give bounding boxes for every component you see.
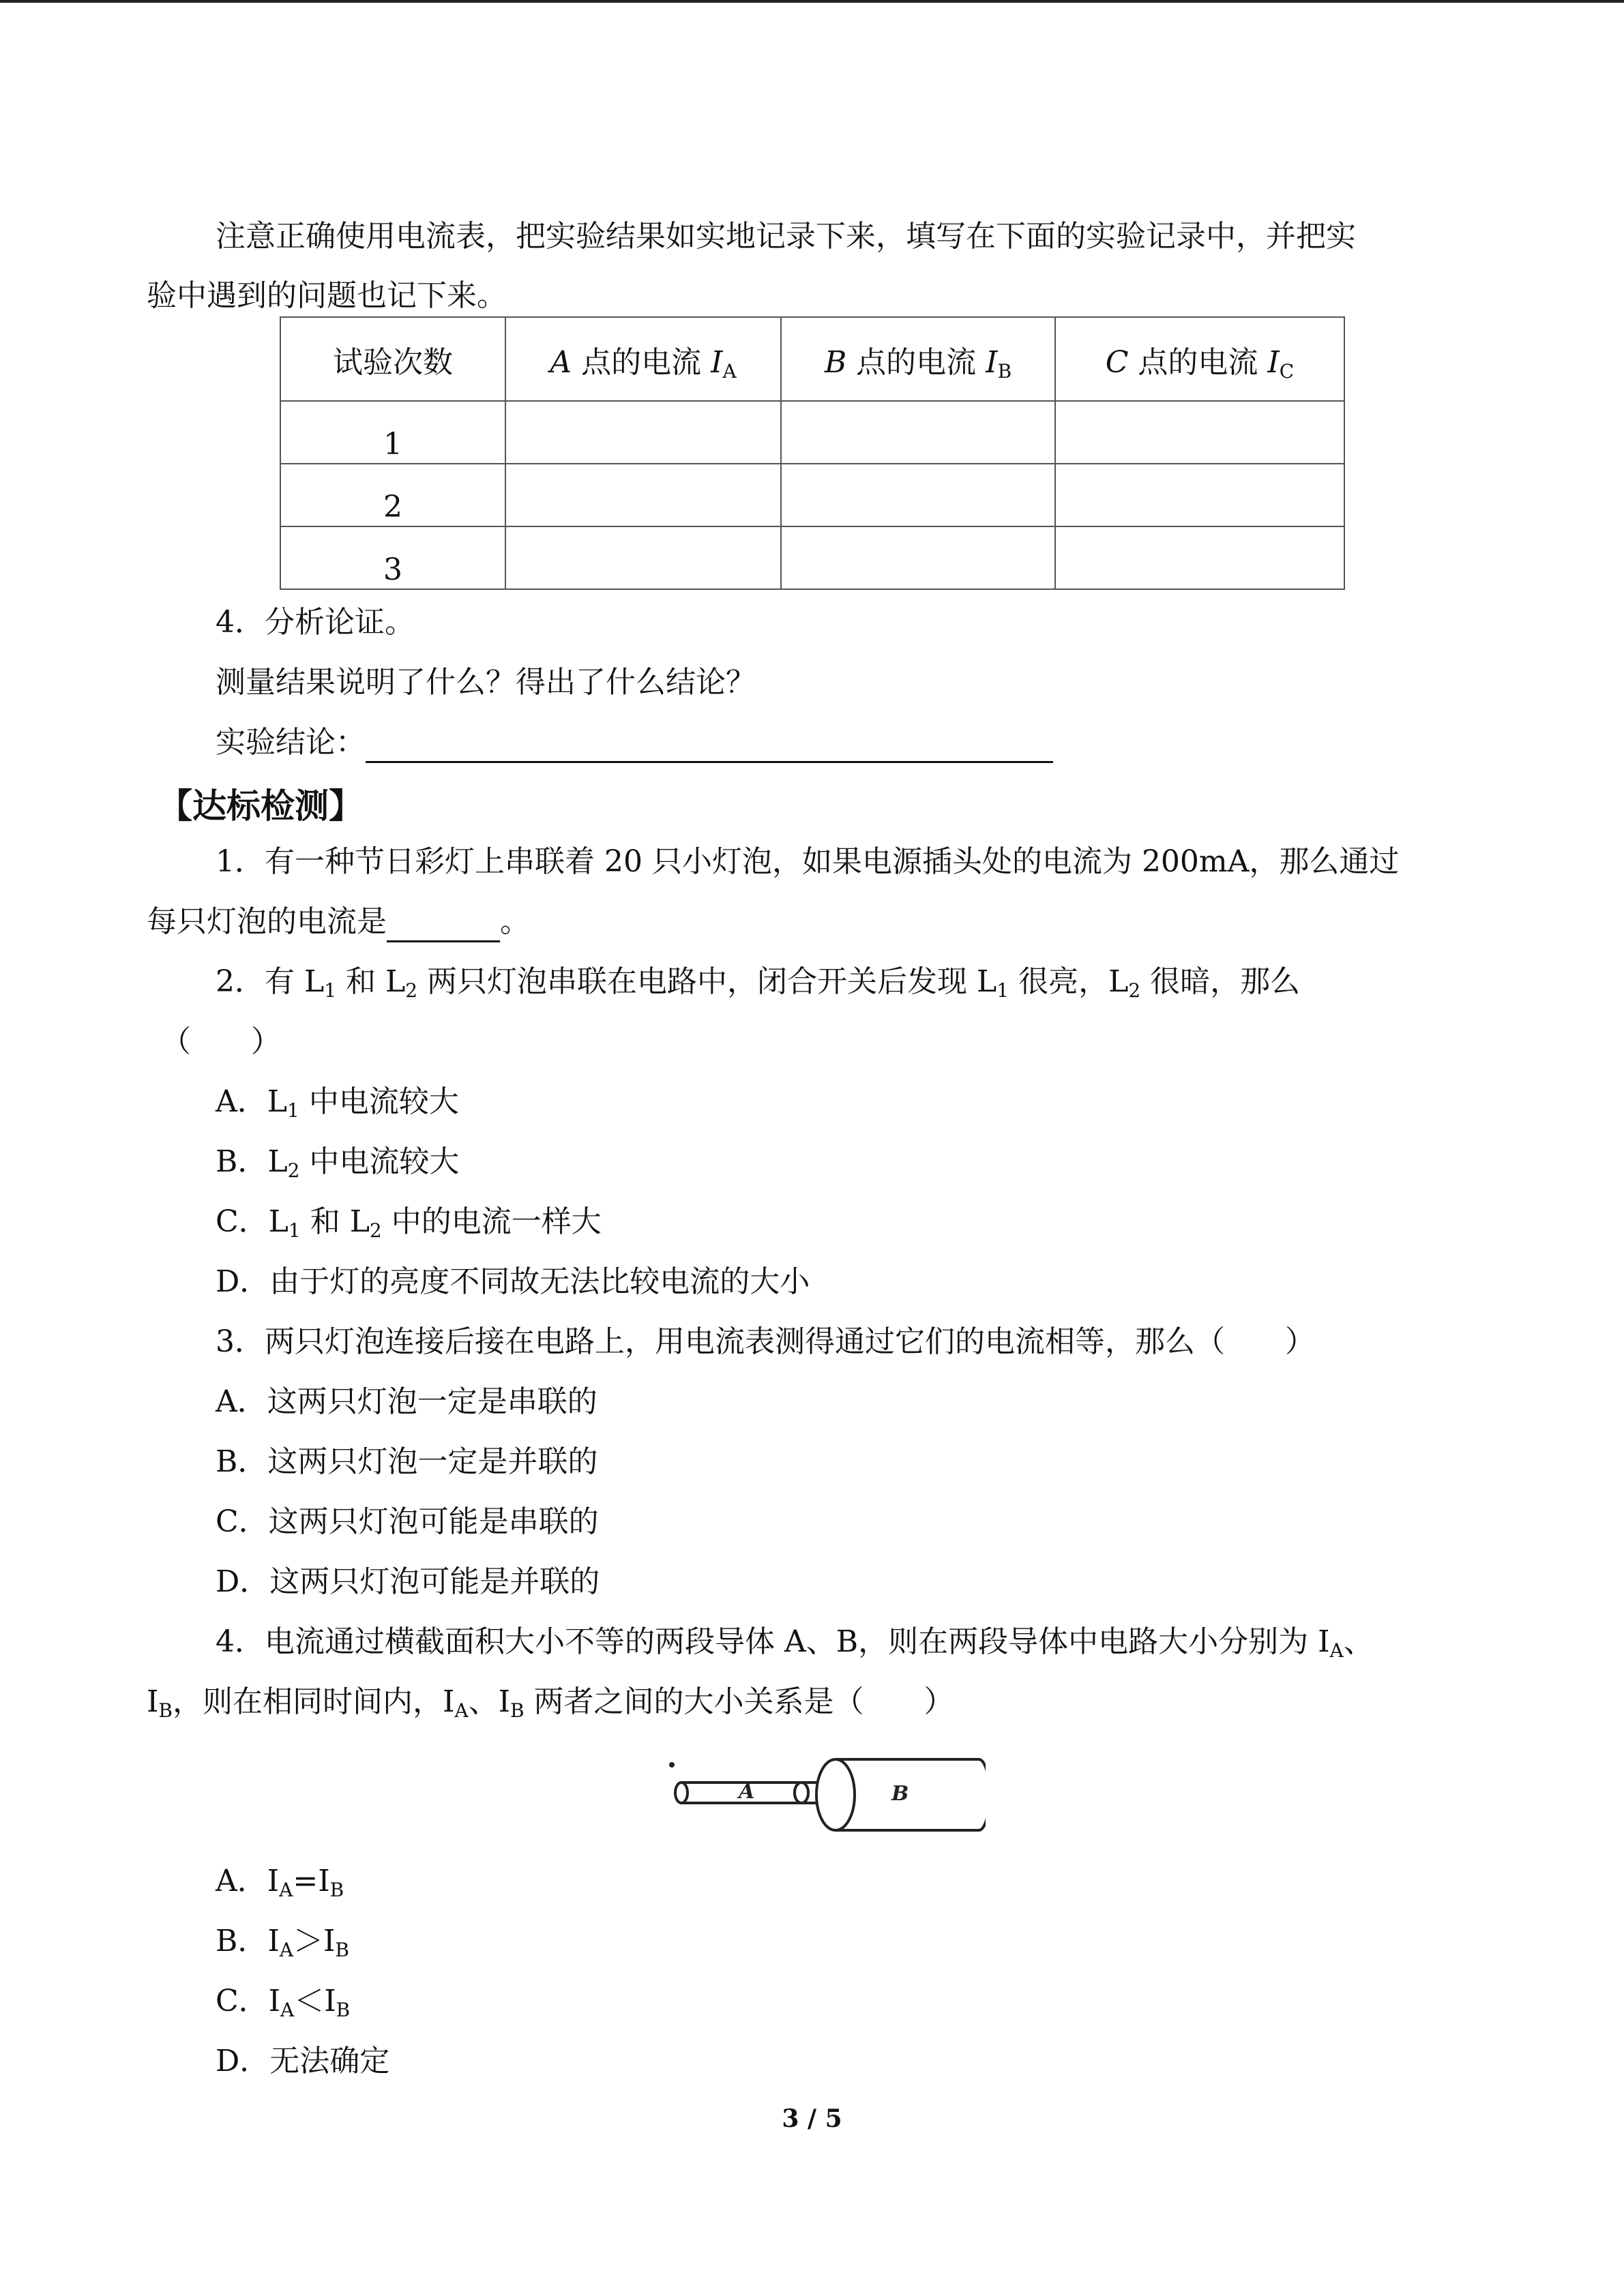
q2-option-a[interactable]: A．$L_1$ 中电流较大 [216, 1084, 459, 1122]
header-current-b: B 点的电流 $I_B$ [781, 317, 1055, 401]
table-header-row [280, 317, 1344, 401]
q3-option-b[interactable]: B．这两只灯泡一定是并联的 [216, 1444, 598, 1479]
intro-line-1: 注意正确使用电流表，把实验结果如实地记录下来，填写在下面的实验记录中，并把实 [216, 219, 1356, 254]
cell-current-a[interactable] [505, 526, 781, 589]
conductor-figure [665, 1754, 986, 1836]
section-title: 【达标检测】 [158, 786, 363, 826]
table-row [280, 526, 1344, 589]
table-row [280, 464, 1344, 526]
table-row [280, 401, 1344, 464]
q1-line-2: 每只灯泡的电流是 。 [147, 901, 530, 942]
analysis-step: 4．分析论证。 [216, 605, 415, 640]
page-number: 3 / 5 [782, 2104, 842, 2133]
q1-line-1: 1．有一种节日彩灯上串联着 20 只小灯泡，如果电源插头处的电流为 200mA，那么通过 [216, 844, 1400, 879]
q4-option-a[interactable]: A．$I_A=I_B$ [216, 1864, 344, 1901]
header-current-a: A 点的电流 $I_A$ [505, 317, 781, 401]
q4-option-d[interactable]: D．无法确定 [216, 2044, 390, 2078]
q2-bracket: （ ） [161, 1024, 281, 1059]
q2-option-b[interactable]: B．$L_2$ 中电流较大 [216, 1144, 460, 1182]
analysis-question: 测量结果说明了什么？得出了什么结论？ [216, 665, 756, 700]
top-border [0, 0, 1624, 3]
q3-stem: 3．两只灯泡连接后接在电路上，用电流表测得通过它们的电流相等，那么（ ） [216, 1324, 1315, 1359]
cell-current-b[interactable] [781, 464, 1055, 526]
row-trial-number: 2 [280, 464, 505, 526]
row-trial-number: 3 [280, 526, 505, 589]
q3-option-c[interactable]: C．这两只灯泡可能是串联的 [216, 1504, 599, 1539]
cell-current-c[interactable] [1055, 464, 1344, 526]
experiment-record-table [280, 316, 1345, 590]
cell-current-c[interactable] [1055, 401, 1344, 464]
header-trial-count: 试验次数 [280, 317, 505, 401]
cell-current-a[interactable] [505, 464, 781, 526]
q2-option-c[interactable]: C．$L_1$ 和 $L_2$ 中的电流一样大 [216, 1204, 602, 1242]
cell-current-c[interactable] [1055, 526, 1344, 589]
figure-label-b: B [891, 1782, 909, 1806]
conclusion-line: 实验结论： [216, 722, 1053, 763]
intro-line-2: 验中遇到的问题也记下来。 [147, 278, 507, 313]
cell-current-a[interactable] [505, 401, 781, 464]
q4-option-c[interactable]: C．$I_A<I_B$ [216, 1984, 351, 2021]
q2-option-d[interactable]: D．由于灯的亮度不同故无法比较电流的大小 [216, 1264, 810, 1299]
cell-current-b[interactable] [781, 401, 1055, 464]
q4-stem-line-1: 4．电流通过横截面积大小不等的两段导体 A、B，则在两段导体中电路大小分别为 $I_A$、 [216, 1624, 1374, 1662]
q3-option-a[interactable]: A．这两只灯泡一定是串联的 [216, 1384, 597, 1419]
conclusion-blank[interactable] [366, 728, 1053, 763]
q4-option-b[interactable]: B．$I_A>I_B$ [216, 1924, 349, 1961]
q2-stem: 2．有 $L_1$ 和 $L_2$ 两只灯泡串联在电路中，闭合开关后发现 $L_1$ 很亮，$L_2$ 很暗，那么 [216, 964, 1301, 1002]
q3-option-d[interactable]: D．这两只灯泡可能是并联的 [216, 1564, 600, 1599]
cell-current-b[interactable] [781, 526, 1055, 589]
q4-stem-line-2: $I_B$，则在相同时间内，$I_A$、$I_B$ 两者之间的大小关系是（ ） [147, 1684, 954, 1722]
row-trial-number: 1 [280, 401, 505, 464]
header-current-c: C 点的电流 $I_C$ [1055, 317, 1344, 401]
figure-label-a: A [739, 1780, 755, 1804]
q1-answer-blank[interactable] [387, 908, 500, 942]
